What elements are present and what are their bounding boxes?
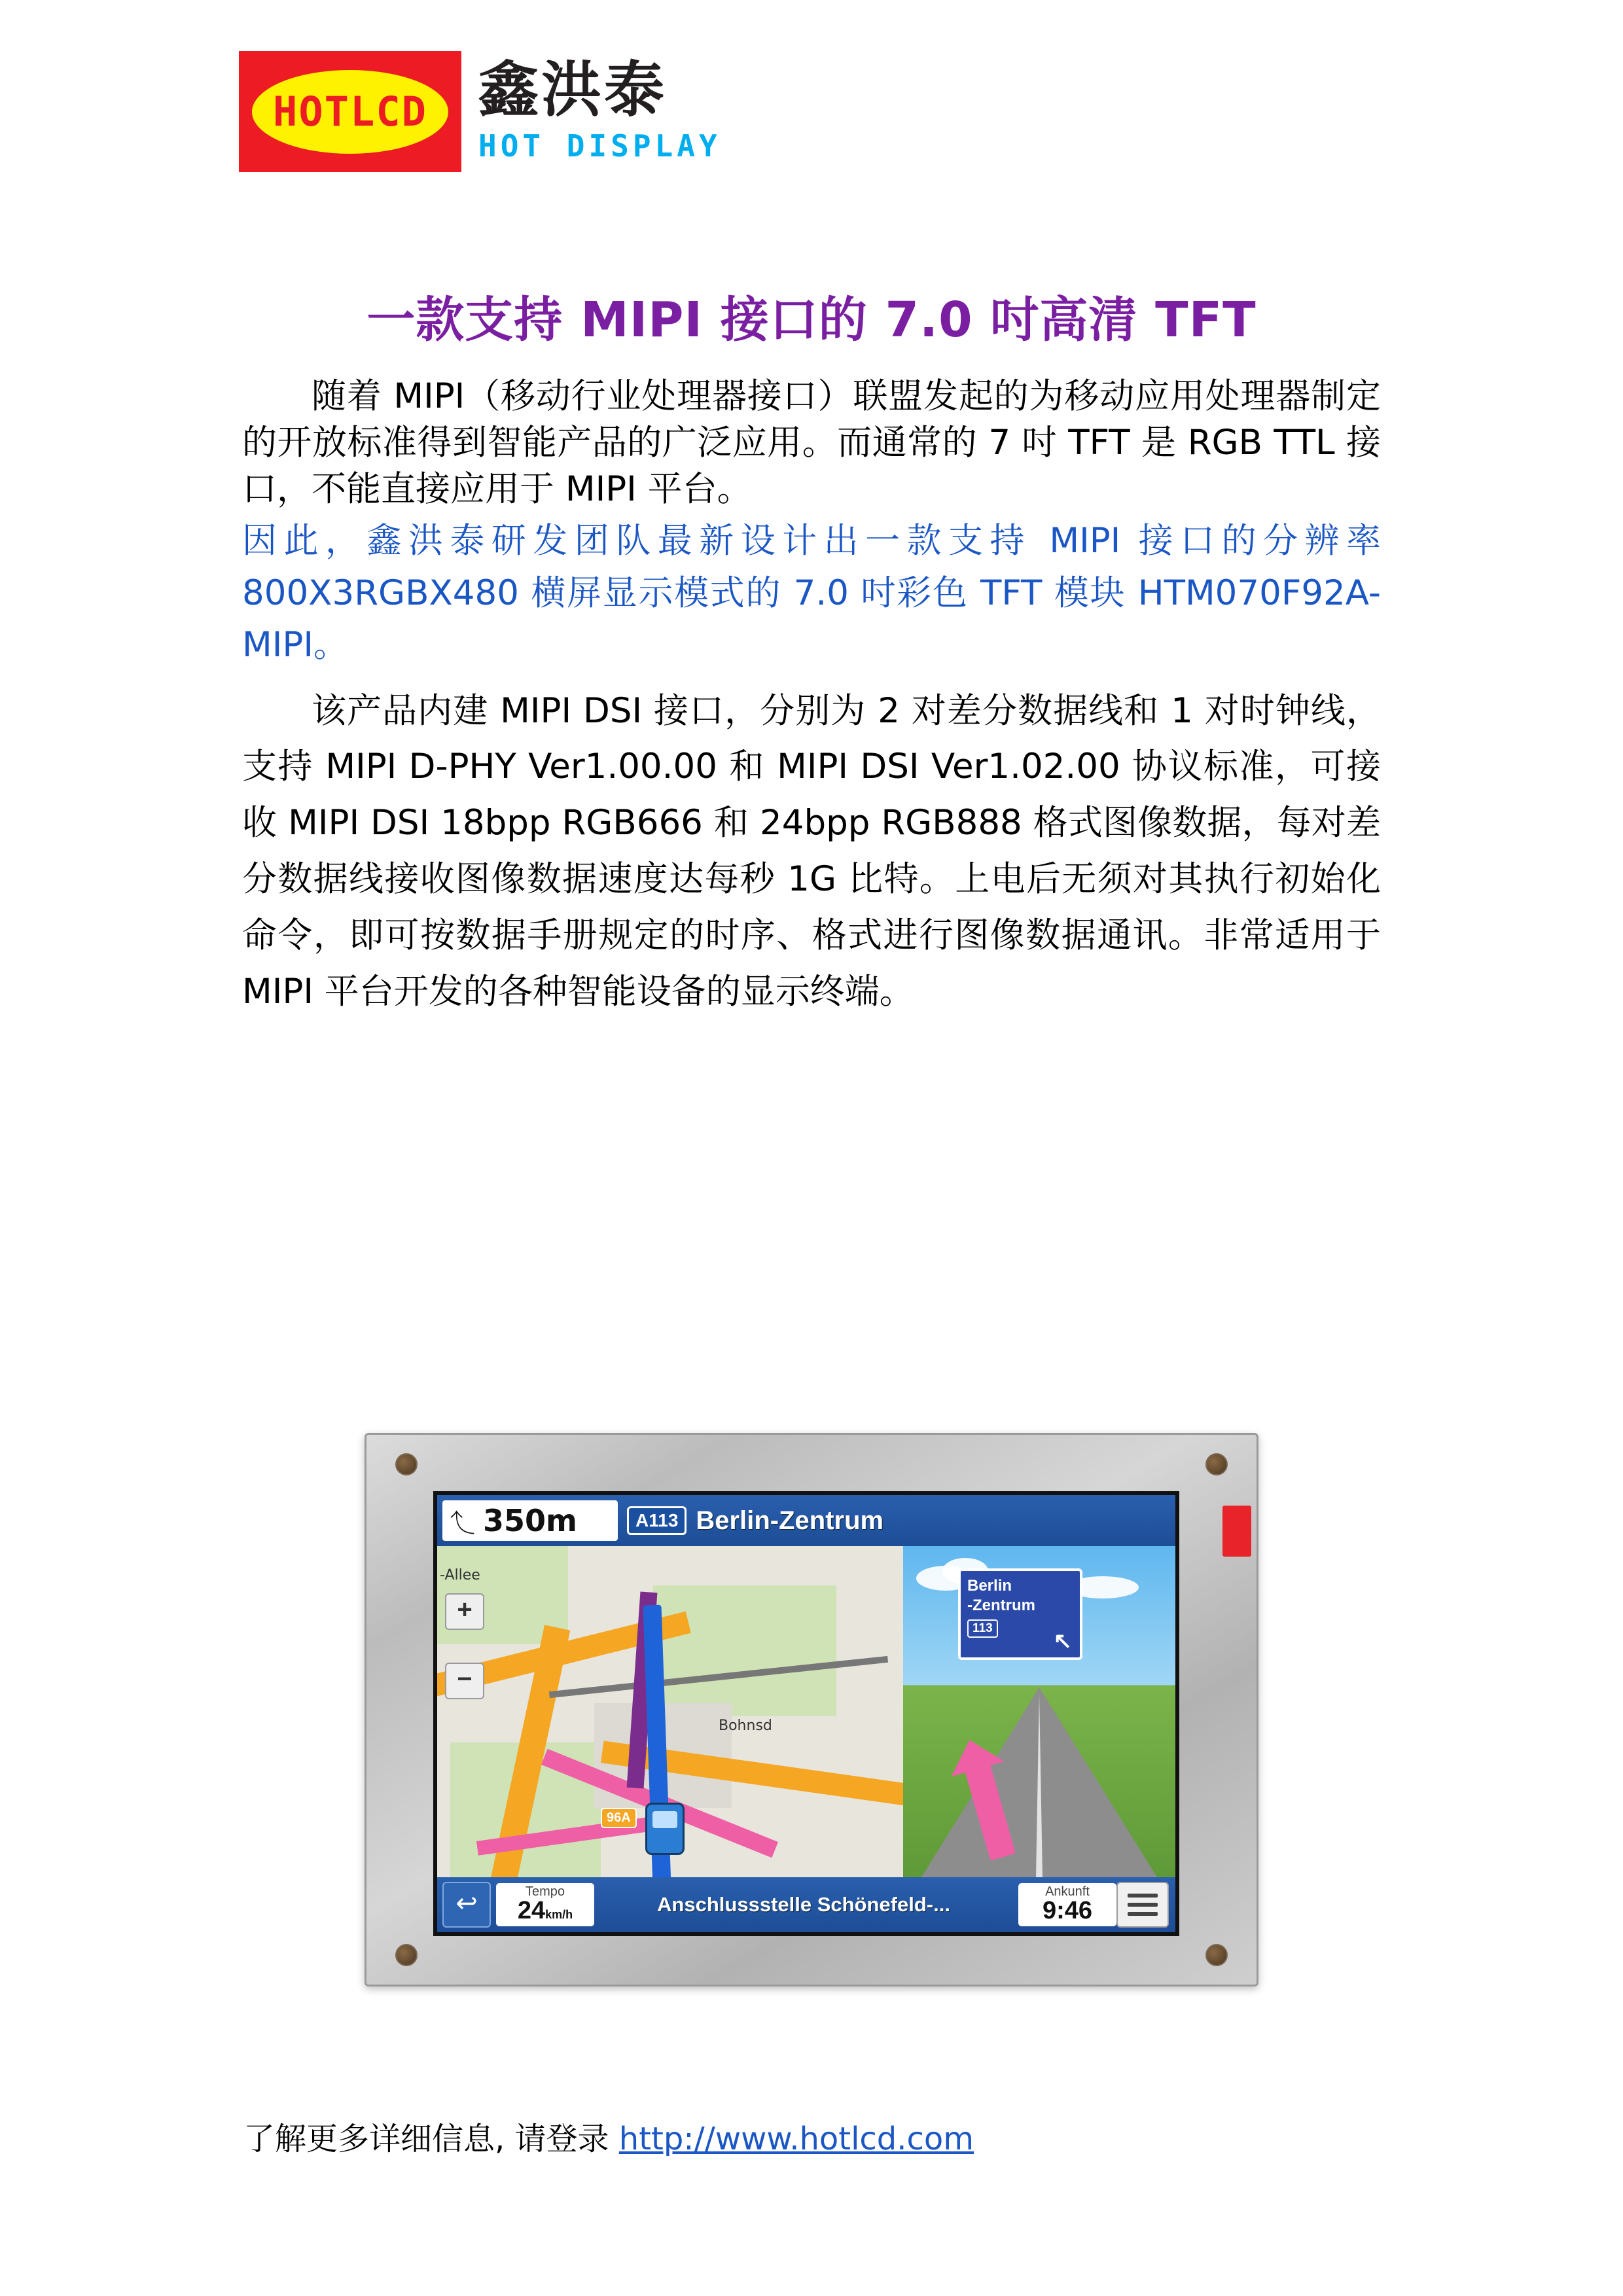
logo-ellipse: [252, 70, 448, 154]
paragraph-1-highlight: 因此，鑫洪泰研发团队最新设计出一款支持 MIPI 接口的分辨率 800X3RGBX480 横屏显示模式的 7.0 吋彩色 TFT 模块 HTM070F92A-MIPI。: [242, 521, 1381, 665]
logo-wordmark: HOTLCD: [273, 88, 427, 135]
turn-distance-value: 350: [483, 1503, 546, 1538]
menu-icon-line: [1128, 1912, 1158, 1916]
website-link[interactable]: http://www.hotlcd.com: [618, 2121, 974, 2157]
screw-icon: [395, 1453, 418, 1475]
menu-icon-line: [1128, 1903, 1158, 1907]
back-button[interactable]: ↩: [442, 1882, 491, 1928]
turn-arrow-icon: ⤴: [450, 1510, 476, 1538]
red-connector-tab: [1222, 1506, 1251, 1557]
vehicle-position-icon: [645, 1803, 685, 1855]
destination-label: Berlin-Zentrum: [696, 1506, 884, 1535]
map-street-label: -Allee: [440, 1567, 480, 1583]
junction-sign-number: 113: [967, 1619, 998, 1638]
road-shield-badge: A113: [627, 1506, 687, 1535]
junction-view: [903, 1546, 1175, 1877]
screw-icon: [1205, 1453, 1228, 1475]
zoom-in-button[interactable]: +: [445, 1593, 484, 1630]
current-street-label: Anschlussstelle Schönefeld-...: [657, 1893, 950, 1916]
speed-unit: km/h: [545, 1908, 573, 1922]
zoom-out-button[interactable]: −: [445, 1663, 484, 1699]
navigation-top-bar: [437, 1495, 1175, 1546]
eta-box: [1018, 1883, 1116, 1926]
eta-caption: Ankunft: [1045, 1884, 1090, 1899]
logo-text-block: [478, 51, 721, 172]
speed-value: [518, 1898, 573, 1924]
eta-value: 9:46: [1042, 1897, 1093, 1925]
paragraph-2: 该产品内建 MIPI DSI 接口，分别为 2 对差分数据线和 1 对时钟线，支持 MIPI D-PHY Ver1.00.00 和 MIPI DSI Ver1.02.00 协议标准，可接收 MIPI DSI 18bpp RGB666 和 24bpp RGB888 格式图像数据，每对差分数据线接收图像数据速度达每秒 1G 比特。上电后无须对其执行初始化命令，即可按数据手册规定的时序、格式进行图像数据通讯。非常适用于 MIPI 平台开发的各种智能设备的显示终端。: [242, 690, 1381, 1012]
page-title: 一款支持 MIPI 接口的 7.0 吋高清 TFT: [366, 291, 1257, 348]
footer-text: 了解更多详细信息, 请登录: [243, 2121, 619, 2157]
module-bezel: [365, 1433, 1258, 1987]
logo-company-cn: 鑫洪泰: [478, 55, 668, 126]
turn-distance-box: [442, 1500, 618, 1541]
junction-sign-arrow-icon: ↖: [1053, 1629, 1072, 1653]
menu-icon-line: [1128, 1894, 1158, 1898]
screw-icon: [1205, 1944, 1228, 1966]
company-logo: [239, 51, 721, 172]
speed-box: [496, 1883, 594, 1926]
lcd-screen: [433, 1491, 1179, 1936]
junction-lane-marking: [1036, 1694, 1043, 1877]
logo-company-en: HOT DISPLAY: [478, 128, 721, 164]
exit-number-badge: 96A: [601, 1808, 637, 1828]
logo-mark: [239, 51, 461, 172]
speed-caption: Tempo: [525, 1884, 565, 1899]
menu-button[interactable]: [1116, 1882, 1169, 1928]
turn-distance-unit: m: [546, 1503, 577, 1538]
footer: [243, 2113, 974, 2159]
navigation-bottom-bar: [437, 1877, 1175, 1932]
map-street-label: Bohnsd: [719, 1718, 772, 1734]
junction-sign-line2: -Zentrum: [967, 1597, 1035, 1614]
map-view: [437, 1546, 903, 1877]
speed-number: 24: [517, 1897, 546, 1925]
product-photo: [0, 1433, 1623, 1987]
article-body: [242, 373, 1381, 1023]
junction-sign-line1: Berlin: [967, 1577, 1012, 1595]
paragraph-1-text: 随着 MIPI（移动行业处理器接口）联盟发起的为移动应用处理器制定的开放标准得到智能产品的广泛应用。而通常的 7 吋 TFT 是 RGB TTL 接口，不能直接应用于 MIPI 平台。: [242, 376, 1381, 510]
paragraph-1: [242, 373, 1381, 512]
screw-icon: [395, 1944, 418, 1966]
map-park-area: [653, 1585, 836, 1716]
junction-sign: [958, 1568, 1082, 1660]
